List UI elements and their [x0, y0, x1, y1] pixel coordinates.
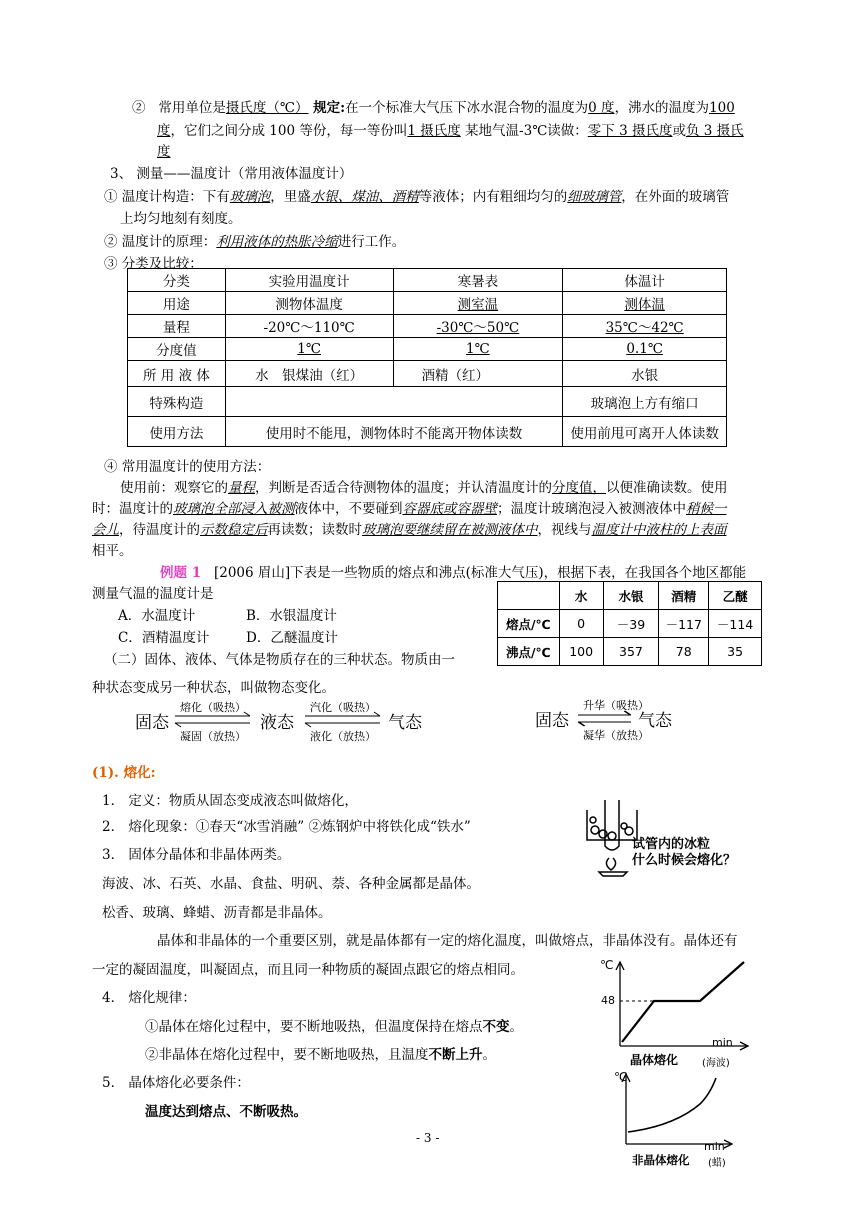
table-cell [498, 582, 560, 610]
table-cell: 水银 [563, 361, 727, 387]
label-gas-2: 气态 [638, 711, 672, 731]
melting-law-2: ②非晶体在熔化过程中，要不断地吸热，且温度不断上升。 [145, 1047, 496, 1063]
table-cell: 量程 [128, 315, 226, 338]
table-cell: 78 [659, 638, 709, 666]
option-c: C．酒精温度计 [118, 630, 210, 646]
melting-condition-heading: 5． 晶体熔化必要条件： [102, 1075, 250, 1091]
option-a: A．水温度计 [118, 608, 196, 624]
label-solid-2: 固态 [535, 711, 569, 731]
page-number: - 3 - [416, 1131, 440, 1145]
table-cell: 实验用温度计 [225, 269, 393, 292]
melting-definition: 1． 定义：物质从固态变成液态叫做熔化， [102, 793, 358, 809]
g1-tick: 48 [601, 994, 615, 1007]
table-row [128, 361, 727, 387]
table-cell: 水 [559, 582, 603, 610]
table-cell: 水 银煤油（红） [225, 361, 393, 387]
table-cell: －114 [709, 610, 762, 638]
table-cell: 玻璃泡上方有缩口 [563, 387, 727, 417]
g1-title: 晶体熔化 [630, 1053, 679, 1067]
table-cell: 寒暑表 [393, 269, 563, 292]
thermometer-structure: ① 温度计构造：下有玻璃泡，里盛水银、煤油、酒精等液体；内有粗细均匀的细玻璃管，在外面的玻璃管 [104, 189, 730, 205]
melting-heading: (1). 熔化: [92, 765, 156, 781]
melting-law-1: ①晶体在熔化过程中，要不断地吸热，但温度保持在熔点不变。 [145, 1019, 523, 1035]
states-line-1: （二）固体、液体、气体是物质存在的三种状态。物质由一 [104, 652, 455, 668]
table-cell: 1℃ [225, 338, 393, 361]
table-row [498, 638, 762, 666]
melting-condition: 温度达到熔点、不断吸热。 [145, 1104, 307, 1120]
thermometer-principle: ② 温度计的原理：利用液体的热胀冷缩进行工作。 [104, 234, 406, 250]
table-cell: 357 [603, 638, 659, 666]
usage-line-3: 会儿，待温度计的示数稳定后再读数；读数时玻璃泡要继续留在被测液体中，视线与温度计中液柱的上表面 [92, 522, 727, 538]
table-cell: 1℃ [393, 338, 563, 361]
table-cell: 使用时不能甩，测物体时不能离开物体读数 [225, 417, 562, 447]
melting-boiling-table [497, 581, 762, 666]
table-cell: -20℃～110℃ [225, 315, 393, 338]
table-cell: 测室温 [393, 292, 563, 315]
usage-line-2: 时：温度计的玻璃泡全部浸入被测液体中，不要碰到容器底或容器壁；温度计玻璃泡浸入被测液体中稍候一 [92, 501, 727, 517]
table-cell: 测体温 [563, 292, 727, 315]
table-cell: 水银 [603, 582, 659, 610]
table-cell: 酒精 [659, 582, 709, 610]
table-cell: 测物体温度 [225, 292, 393, 315]
illustration-caption-1: 试管内的冰粒 [632, 837, 711, 852]
g1-note: (海波) [702, 1058, 730, 1069]
table-row [128, 387, 727, 417]
usage-line-1: 使用前：观察它的量程，判断是否适合待测物体的温度；并认清温度计的分度值，以便准确读数。使用 [120, 480, 728, 496]
label-solid: 固态 [135, 713, 169, 733]
table-cell: 酒精（红） [393, 361, 563, 387]
usage-line-4: 相平。 [92, 543, 133, 559]
melting-law-heading: 4． 熔化规律： [102, 990, 196, 1006]
example-line-2: 测量气温的温度计是 [92, 586, 214, 602]
thermometer-structure-2: 上均匀地刻有刻度。 [120, 211, 242, 227]
label-sublime: 升华（吸热） [583, 699, 649, 712]
classification-heading: ③ 分类及比较： [104, 256, 203, 272]
table-cell: －39 [603, 610, 659, 638]
table-row [128, 417, 727, 447]
g2-note: (蜡) [708, 1158, 726, 1169]
difference-line-2: 一定的凝固温度，叫凝固点，而且同一种物质的凝固点跟它的熔点相同。 [92, 962, 524, 978]
table-cell: 沸点/℃ [498, 638, 560, 666]
table-row [128, 292, 727, 315]
table-row [128, 315, 727, 338]
state-arrows [170, 710, 630, 732]
g2-unit: ℃ [614, 1070, 628, 1084]
g2-x-unit: min [704, 1140, 725, 1153]
option-b: B．水银温度计 [246, 608, 337, 624]
example-line-1: 例题 1 [2006 眉山]下表是一些物质的熔点和沸点(标准大气压)，根据下表，在我国各个地区都能 [160, 565, 747, 581]
usage-heading: ④ 常用温度计的使用方法： [104, 459, 271, 475]
unit-line-1: ② 常用单位是摄氏度（℃） 规定:在一个标准大气压下冰水混合物的温度为0 度，沸水的温度为100 [132, 100, 735, 116]
table-cell: 0 [559, 610, 603, 638]
label-deposit: 凝华（放热） [583, 729, 649, 742]
label-condense: 液化（放热） [310, 730, 376, 743]
option-d: D．乙醚温度计 [246, 630, 338, 646]
table-row [498, 610, 762, 638]
label-melt: 熔化（吸热） [180, 701, 246, 714]
table-cell: 使用方法 [128, 417, 226, 447]
label-liquid: 液态 [260, 713, 294, 733]
label-gas: 气态 [388, 713, 422, 733]
melting-phenomena: 2． 熔化现象：①春天“冰雪消融” ②炼钢炉中将铁化成“铁水” [102, 819, 471, 835]
table-cell: 用途 [128, 292, 226, 315]
label-vaporize: 汽化（吸热） [310, 701, 376, 714]
table-cell: －117 [659, 610, 709, 638]
table-cell [225, 387, 562, 417]
table-cell: -30℃～50℃ [393, 315, 563, 338]
label-freeze: 凝固（放热） [180, 730, 246, 743]
unit-line-2: 度，它们之间分成 100 等份，每一等份叫1 摄氏度 某地气温-3℃读做：零下 3 摄氏度或负 3 摄氏 [157, 123, 744, 139]
g1-x-unit: min [712, 1036, 733, 1049]
table-cell: 特殊构造 [128, 387, 226, 417]
table-cell: 分类 [128, 269, 226, 292]
table-cell: 所 用 液 体 [128, 361, 226, 387]
section-heading-measure: 3、 测量——温度计（常用液体温度计） [110, 166, 353, 182]
table-cell: 熔点/℃ [498, 610, 560, 638]
table-cell: 分度值 [128, 338, 226, 361]
table-row [498, 582, 762, 610]
illustration-caption-2: 什么时候会熔化？ [632, 853, 737, 868]
table-cell: 体温计 [563, 269, 727, 292]
unit-line-3: 度 [157, 144, 171, 160]
table-cell: 乙醚 [709, 582, 762, 610]
table-cell: 35℃～42℃ [563, 315, 727, 338]
table-cell: 0.1℃ [563, 338, 727, 361]
table-row [128, 338, 727, 361]
crystal-list: 海波、冰、石英、水晶、食盐、明矾、萘、各种金属都是晶体。 [102, 876, 480, 892]
solid-types: 3． 固体分晶体和非晶体两类。 [102, 847, 291, 863]
difference-line-1: 晶体和非晶体的一个重要区别，就是晶体都有一定的熔化温度，叫做熔点，非晶体没有。晶体还有 [157, 933, 738, 949]
states-line-2: 种状态变成另一种状态，叫做物态变化。 [92, 680, 335, 696]
thermometer-comparison-table [127, 268, 727, 447]
table-cell: 使用前甩可离开人体读数 [563, 417, 727, 447]
amorphous-list: 松香、玻璃、蜂蜡、沥青都是非晶体。 [102, 905, 332, 921]
table-row [128, 269, 727, 292]
g2-title: 非晶体熔化 [632, 1153, 690, 1167]
g1-unit: ℃ [600, 958, 614, 972]
sublimation-arrows [577, 710, 637, 730]
table-cell: 100 [559, 638, 603, 666]
table-cell: 35 [709, 638, 762, 666]
